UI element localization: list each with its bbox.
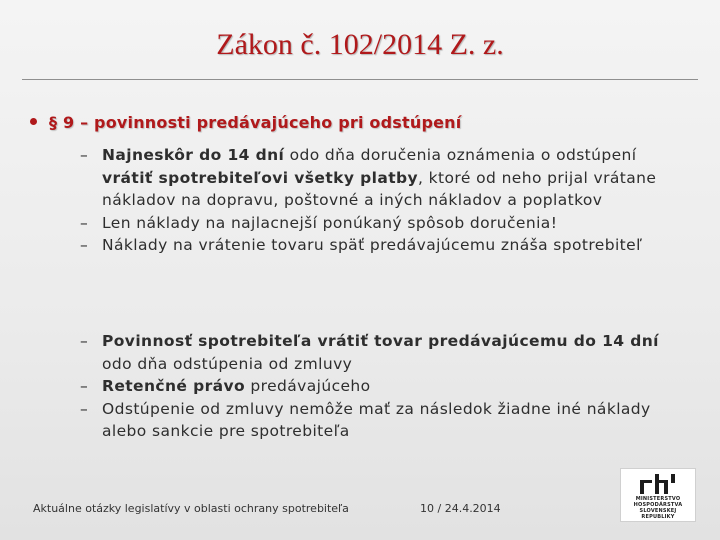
obligations-list <box>80 144 680 257</box>
ministry-logo <box>620 468 696 522</box>
ministry-logo-icon <box>638 474 678 494</box>
dash-bullet: – <box>80 377 89 395</box>
dash-bullet: – <box>80 332 89 350</box>
list-item <box>80 144 680 212</box>
body-text: Náklady na vrátenie tovaru späť predávajúcemu znáša spotrebiteľ <box>102 236 643 254</box>
dash-bullet: – <box>80 213 89 232</box>
list-item <box>80 330 680 375</box>
dash-bullet: – <box>80 399 89 418</box>
body-text: odo dňa doručenia oznámenia o odstúpení <box>284 146 637 164</box>
list-item <box>80 212 680 235</box>
body-text: odo dňa odstúpenia od zmluvy <box>102 354 353 373</box>
footer-page-date: 10 / 24.4.2014 <box>420 502 501 515</box>
bold-text: vrátiť spotrebiteľovi všetky platby <box>102 168 419 187</box>
bold-text: Retenčné právo <box>102 377 246 395</box>
consumer-duties-list <box>80 330 680 443</box>
bullet-icon <box>30 118 37 125</box>
dash-bullet: – <box>80 236 89 254</box>
bold-text: Povinnosť spotrebiteľa vrátiť tovar predávajúcemu do 14 dní <box>102 332 659 350</box>
list-item <box>80 375 680 398</box>
dash-bullet: – <box>80 146 89 164</box>
section-heading <box>30 113 461 132</box>
body-text: predávajúceho <box>245 377 371 395</box>
body-text: Len náklady na najlacnejší ponúkaný spôsob doručenia! <box>102 213 558 232</box>
body-text: Odstúpenie od zmluvy nemôže mať za následok žiadne iné náklady alebo sankcie pre spotrebiteľa <box>102 399 651 440</box>
list-item <box>80 398 680 443</box>
slide-title: Zákon č. 102/2014 Z. z. <box>216 28 504 61</box>
list-item <box>80 234 680 257</box>
title-divider <box>22 79 698 80</box>
footer-caption: Aktuálne otázky legislatívy v oblasti ochrany spotrebiteľa <box>33 502 349 515</box>
body-text: , ktoré od neho prijal vrátane nákladov na dopravu, poštovné a iných nákladov a poplatkov <box>102 168 657 209</box>
ministry-logo-text: MINISTERSTVO HOSPODÁRSTVA SLOVENSKEJ REPUBLIKY <box>633 496 683 520</box>
bold-text: Najneskôr do 14 dní <box>102 146 285 164</box>
section-heading-text: § 9 – povinnosti predávajúceho pri odstúpení <box>49 113 462 132</box>
